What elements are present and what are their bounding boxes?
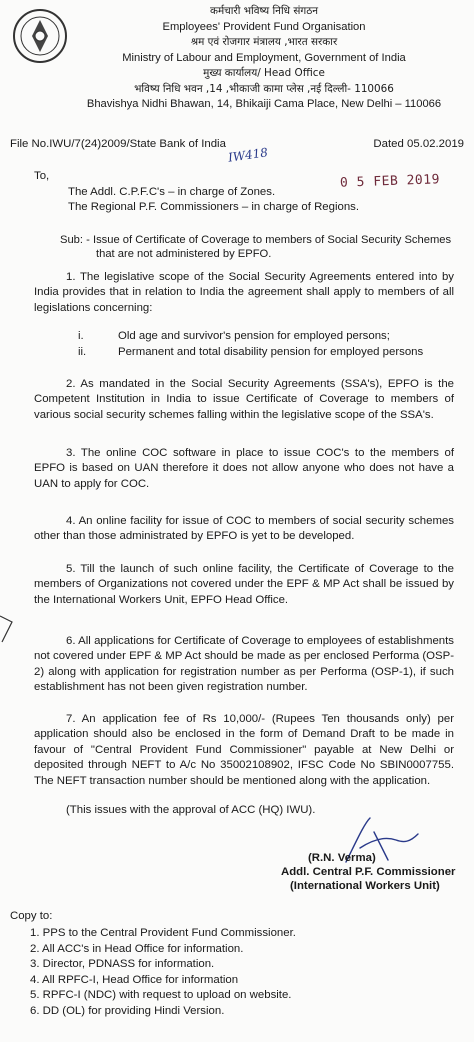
- letter-date: Dated 05.02.2019: [373, 138, 464, 150]
- margin-mark: [0, 612, 14, 646]
- paragraph-1: 1. The legislative scope of the Social Security Agreements entered into by India provides that in relation to India the agreement shall apply to members of all legislations concerning:: [34, 271, 454, 314]
- copy-list: [30, 926, 296, 1019]
- to-label: To,: [34, 170, 50, 182]
- signatory-name: (R.N. Verma): [308, 852, 376, 864]
- address-hindi: भविष्य निधि भवन ,14 ,भीकाजी कामा प्लेस ,नई दिल्ली- 110066: [134, 82, 394, 95]
- letterhead-text: [64, 4, 464, 113]
- inward-mark: IW418: [227, 145, 269, 165]
- list-num-i: i.: [78, 330, 84, 342]
- list-num-ii: ii.: [78, 346, 87, 358]
- paragraph-4: 4. An online facility for issue of COC to members of social security schemes other than those administrated by EPFO is yet to be developed.: [34, 515, 454, 543]
- paragraph-5: 5. Till the launch of such online facility, the Certificate of Coverage to the members of Organizations not covered under the EPF & MP Act shall be issued by the International Workers Unit, EPFO Head Office.: [34, 563, 454, 606]
- copy-item: 6. DD (OL) for providing Hindi Version.: [30, 1004, 225, 1017]
- copy-to-label: Copy to:: [10, 910, 53, 922]
- file-number: File No.IWU/7(24)2009/State Bank of India: [10, 138, 226, 150]
- paragraph-2: 2. As mandated in the Social Security Agreements (SSA's), EPFO is the Competent Institution in India to issue Certificate of Coverage to members of various social security schemes falling within the legislative scope of the SSA's.: [34, 378, 454, 421]
- addressee-line-1: The Addl. C.P.F.C's – in charge of Zones.: [68, 186, 276, 198]
- addressee-line-2: The Regional P.F. Commissioners – in charge of Regions.: [68, 201, 360, 213]
- paragraph-7: 7. An application fee of Rs 10,000/- (Rupees Ten thousands only) per application should also be enclosed in the form of Demand Draft to be made in favour of "Central Provident Fund Commissioner" payable at New Delhi or deposited through NEFT to A/c No 35002108902, IFSC Code No SBIN0007755. The NEFT transaction number should be mentioned along with the application.: [34, 713, 454, 787]
- copy-item: 1. PPS to the Central Provident Fund Commissioner.: [30, 927, 296, 939]
- address: Bhavishya Nidhi Bhawan, 14, Bhikaiji Cama Place, New Delhi – 110066: [86, 98, 442, 110]
- reference-row: [10, 138, 464, 150]
- copy-item: 4. All RPFC-I, Head Office for information: [30, 973, 239, 986]
- ministry-name: Ministry of Labour and Employment, Government of India: [122, 51, 406, 64]
- copy-item: 3. Director, PDNASS for information.: [30, 958, 215, 970]
- org-name-hindi: कर्मचारी भविष्य निधि संगठन: [209, 5, 319, 17]
- copy-item: 2. All ACC's in Head Office for information.: [30, 942, 244, 955]
- paragraph-6: 6. All applications for Certificate of Coverage to employees of establishments not covered under EPF & MP Act should be made as per enclosed Performa (OSP-2) along with application for registration number as per Performa (OSP-1), if such establishment has not been given registration number.: [34, 635, 454, 694]
- ministry-hindi: श्रम एवं रोजगार मंत्रालय ,भारत सरकार: [190, 36, 338, 48]
- list-item-i: Old age and survivor's pension for employed persons;: [118, 330, 390, 342]
- signatory-unit: (International Workers Unit): [290, 880, 440, 892]
- office-hindi: मुख्य कार्यालय/ Head Office: [203, 67, 325, 79]
- signatory-title: Addl. Central P.F. Commissioner: [281, 866, 456, 878]
- approval-note: (This issues with the approval of ACC (HQ) IWU).: [66, 804, 316, 816]
- subject-line-1: Sub: - Issue of Certificate of Coverage to members of Social Security Schemes: [60, 234, 452, 246]
- paragraph-3: 3. The online COC software in place to issue COC's to the members of EPFO is based on UAN therefore it does not allow anyone who does not have a UAN to apply for COC.: [34, 447, 454, 490]
- letterhead: [0, 0, 474, 124]
- copy-item: 5. RPFC-I (NDC) with request to upload on website.: [30, 989, 292, 1001]
- received-date-stamp: 0 5 FEB 2019: [339, 172, 441, 191]
- epfo-logo-icon: [10, 6, 70, 66]
- subject-line-2: that are not administered by EPFO.: [96, 248, 272, 260]
- org-name: Employees' Provident Fund Organisation: [162, 20, 366, 33]
- list-item-ii: Permanent and total disability pension for employed persons: [118, 346, 424, 358]
